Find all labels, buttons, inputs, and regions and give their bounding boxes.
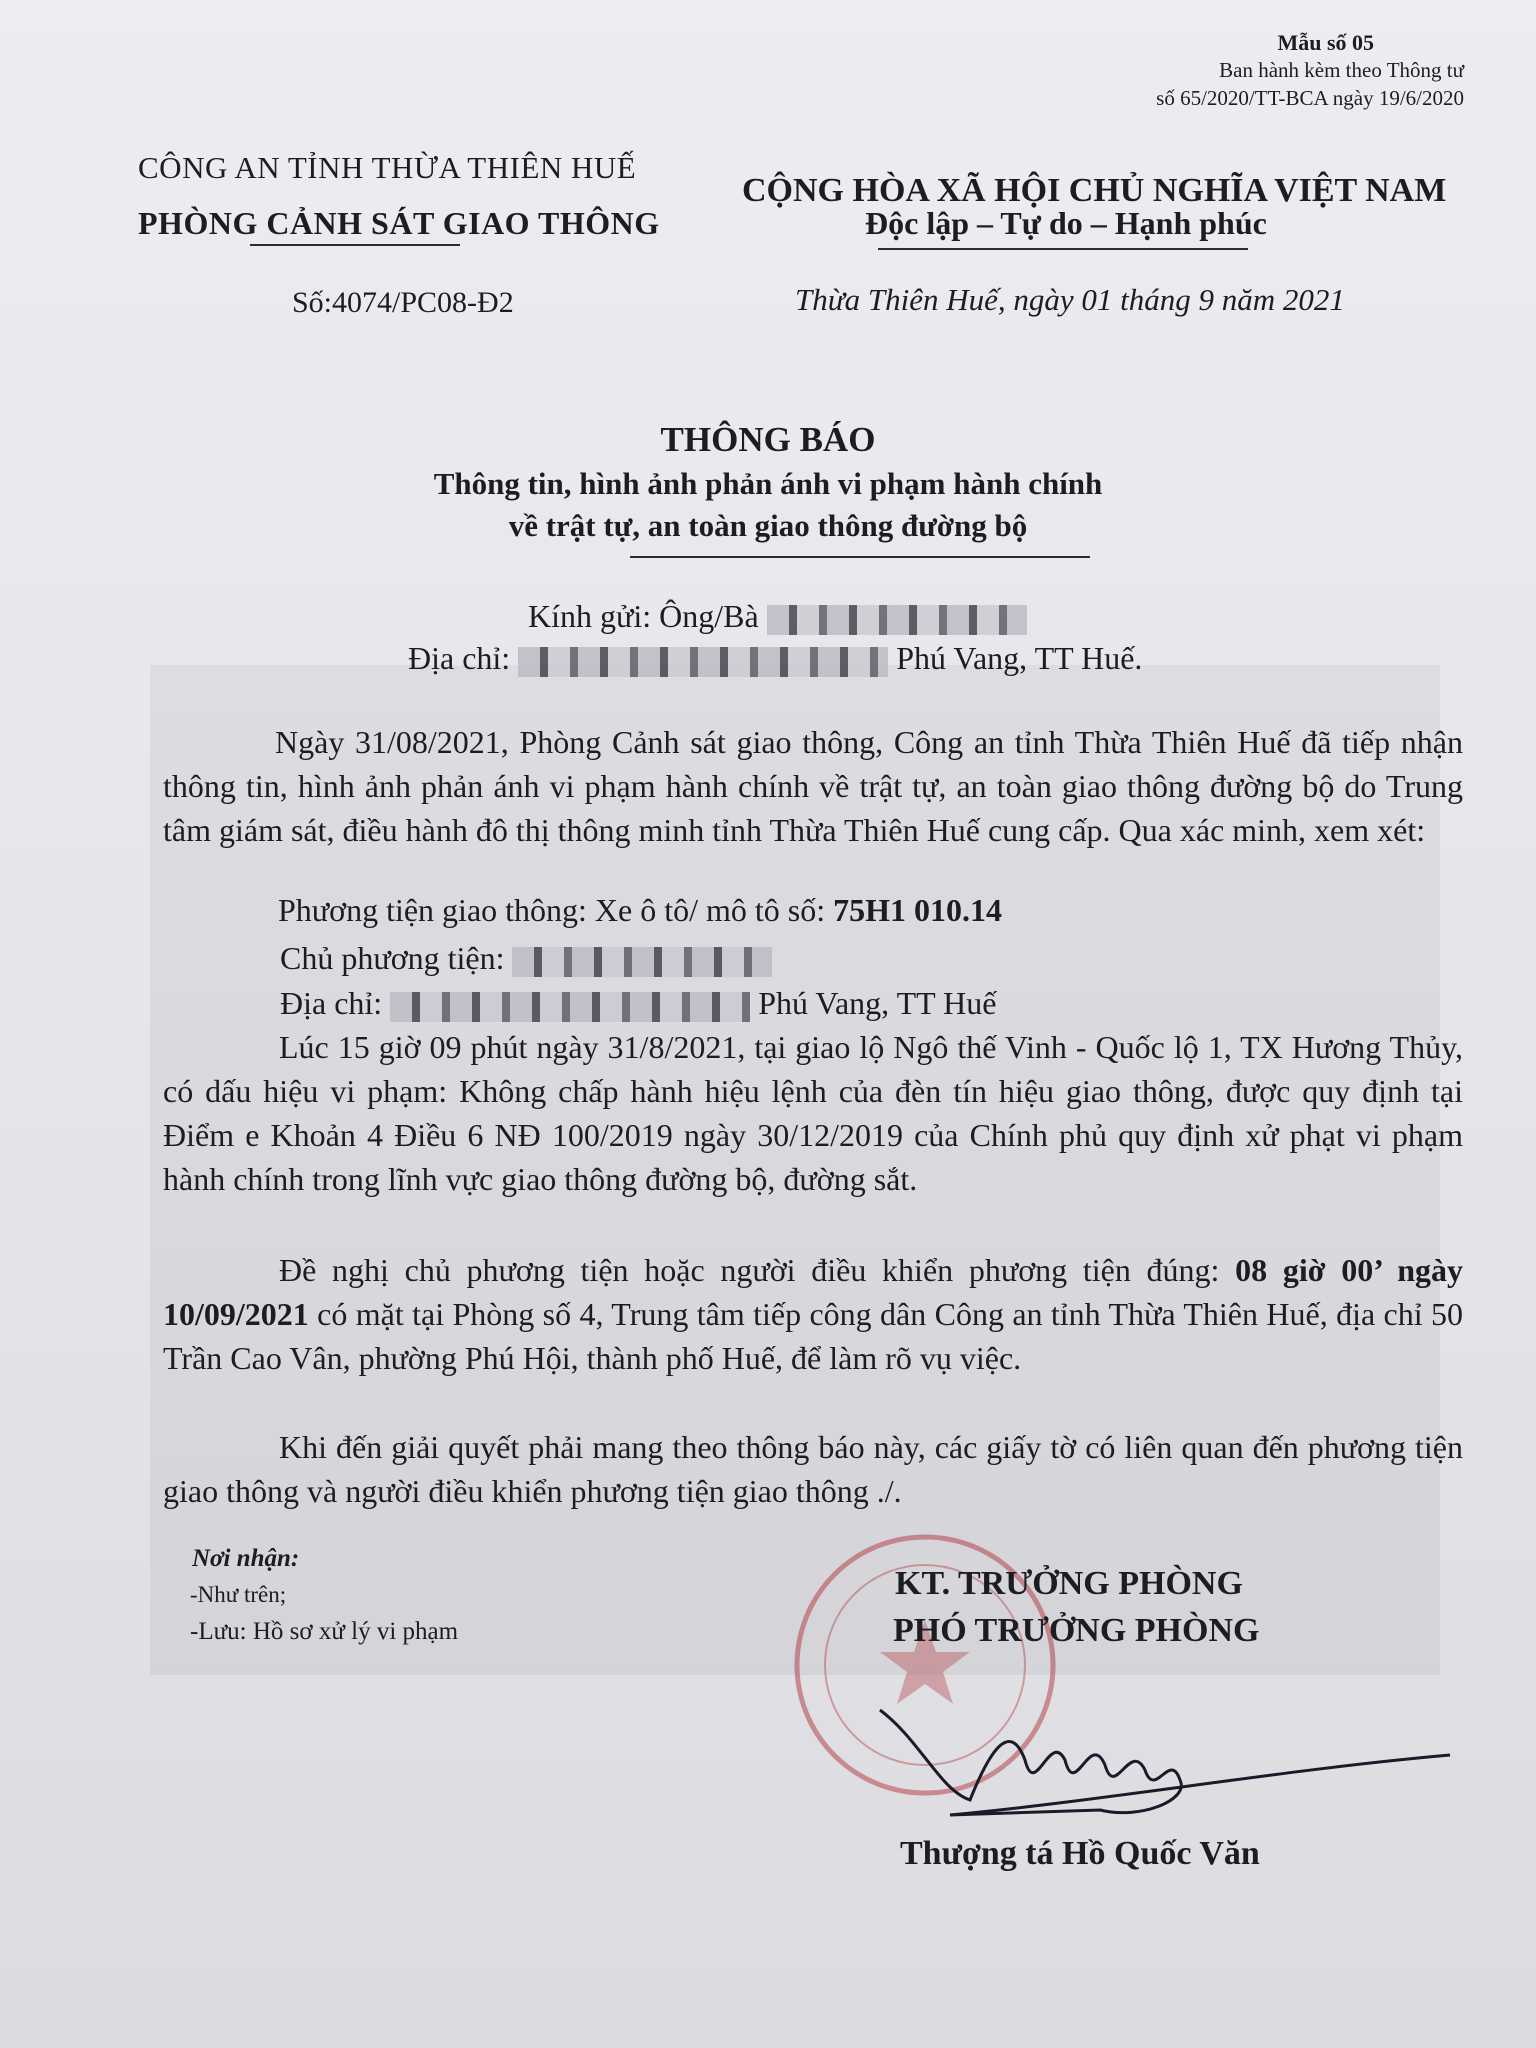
form-note (1064, 56, 1464, 112)
department-underline (250, 244, 460, 246)
national-motto: Độc lập – Tự do – Hạnh phúc (865, 205, 1267, 241)
signature-title-deputy: PHÓ TRƯỞNG PHÒNG (893, 1612, 1260, 1649)
nation-name: CỘNG HÒA XÃ HỘI CHỦ NGHĨA VIỆT NAM (742, 172, 1447, 209)
agency-name: CÔNG AN TỈNH THỪA THIÊN HUẾ (138, 150, 637, 185)
redacted-name (767, 605, 1027, 635)
violation-paragraph: Lúc 15 giờ 09 phút ngày 31/8/2021, tại giao lộ Ngô thế Vinh - Quốc lộ 1, TX Hương Thủy, có dấu hiệu vi phạm: Không chấp hành hiệu lệnh của đèn tín hiệu giao thông, được quy định tại Điểm e Khoản 4 Điều 6 NĐ 100/2019 ngày 30/12/2019 của Chính phủ quy định xử phạt vi phạm hành chính trong lĩnh vực giao thông đường bộ, đường sắt. (163, 1029, 1463, 1197)
request-time: 08 giờ 00’ ngày 10/09/2021 (163, 1252, 1464, 1332)
form-number: Mẫu số 05 (1277, 30, 1374, 55)
signer-name: Thượng tá Hồ Quốc Văn (900, 1835, 1260, 1872)
document-date: Thừa Thiên Huế, ngày 01 tháng 9 năm 2021 (795, 282, 1345, 317)
handwritten-signature (860, 1650, 1460, 1830)
greeting: Kính gửi: Ông/Bà (528, 598, 759, 634)
address-label: Địa chỉ: (408, 640, 511, 676)
vehicle-plate: 75H1 010.14 (833, 892, 1003, 928)
department-name: PHÒNG CẢNH SÁT GIAO THÔNG (138, 205, 660, 241)
owner-address-tail: Phú Vang, TT Huế (758, 985, 997, 1021)
signature-title-kt: KT. TRƯỞNG PHÒNG (895, 1565, 1243, 1602)
redacted-owner (512, 947, 772, 977)
owner-line (280, 940, 772, 977)
request-paragraph (163, 1248, 1463, 1380)
recipients-item-2: -Lưu: Hồ sơ xử lý vi phạm (190, 1618, 459, 1645)
recipient-line (528, 598, 1027, 635)
motto-underline (878, 248, 1248, 250)
redacted-owner-address (390, 992, 750, 1022)
request-pre: Đề nghị chủ phương tiện hoặc người điều khiển phương tiện đúng: (279, 1252, 1220, 1288)
request-post: có mặt tại Phòng số 4, Trung tâm tiếp công dân Công an tỉnh Thừa Thiên Huế, địa chỉ 50 Trần Cao Vân, phường Phú Hội, thành phố Huế, để làm rõ vụ việc. (163, 1296, 1464, 1376)
document-title: THÔNG BÁO (660, 420, 876, 459)
vehicle-label: Phương tiện giao thông: Xe ô tô/ mô tô số: (278, 892, 826, 928)
vehicle-line (278, 892, 1002, 929)
subtitle-underline (630, 556, 1090, 558)
owner-address-label: Địa chỉ: (280, 985, 383, 1021)
owner-label: Chủ phương tiện: (280, 940, 505, 976)
address-tail: Phú Vang, TT Huế. (896, 640, 1143, 676)
form-note-line2: số 65/2020/TT-BCA ngày 19/6/2020 (1156, 86, 1464, 110)
closing-paragraph: Khi đến giải quyết phải mang theo thông báo này, các giấy tờ có liên quan đến phương tiện giao thông và người điều khiển phương tiện giao thông ./. (163, 1429, 1463, 1509)
form-note-line1: Ban hành kèm theo Thông tư (1219, 58, 1464, 82)
intro-paragraph: Ngày 31/08/2021, Phòng Cảnh sát giao thông, Công an tỉnh Thừa Thiên Huế đã tiếp nhận thông tin, hình ảnh phản ánh vi phạm hành chính về trật tự, an toàn giao thông đường bộ do Trung tâm giám sát, điều hành đô thị thông minh tỉnh Thừa Thiên Huế cung cấp. Qua xác minh, xem xét: (163, 724, 1463, 848)
owner-address-line (280, 985, 996, 1022)
document-subtitle-1: Thông tin, hình ảnh phản ánh vi phạm hành chính (433, 466, 1103, 501)
redacted-address (518, 647, 888, 677)
recipient-address-line (408, 640, 1142, 677)
document-subtitle-2: về trật tự, an toàn giao thông đường bộ (508, 508, 1028, 543)
recipients-item-1: -Như trên; (190, 1582, 287, 1607)
document-number: Số:4074/PC08-Đ2 (292, 286, 514, 319)
recipients-heading: Nơi nhận: (192, 1545, 300, 1572)
